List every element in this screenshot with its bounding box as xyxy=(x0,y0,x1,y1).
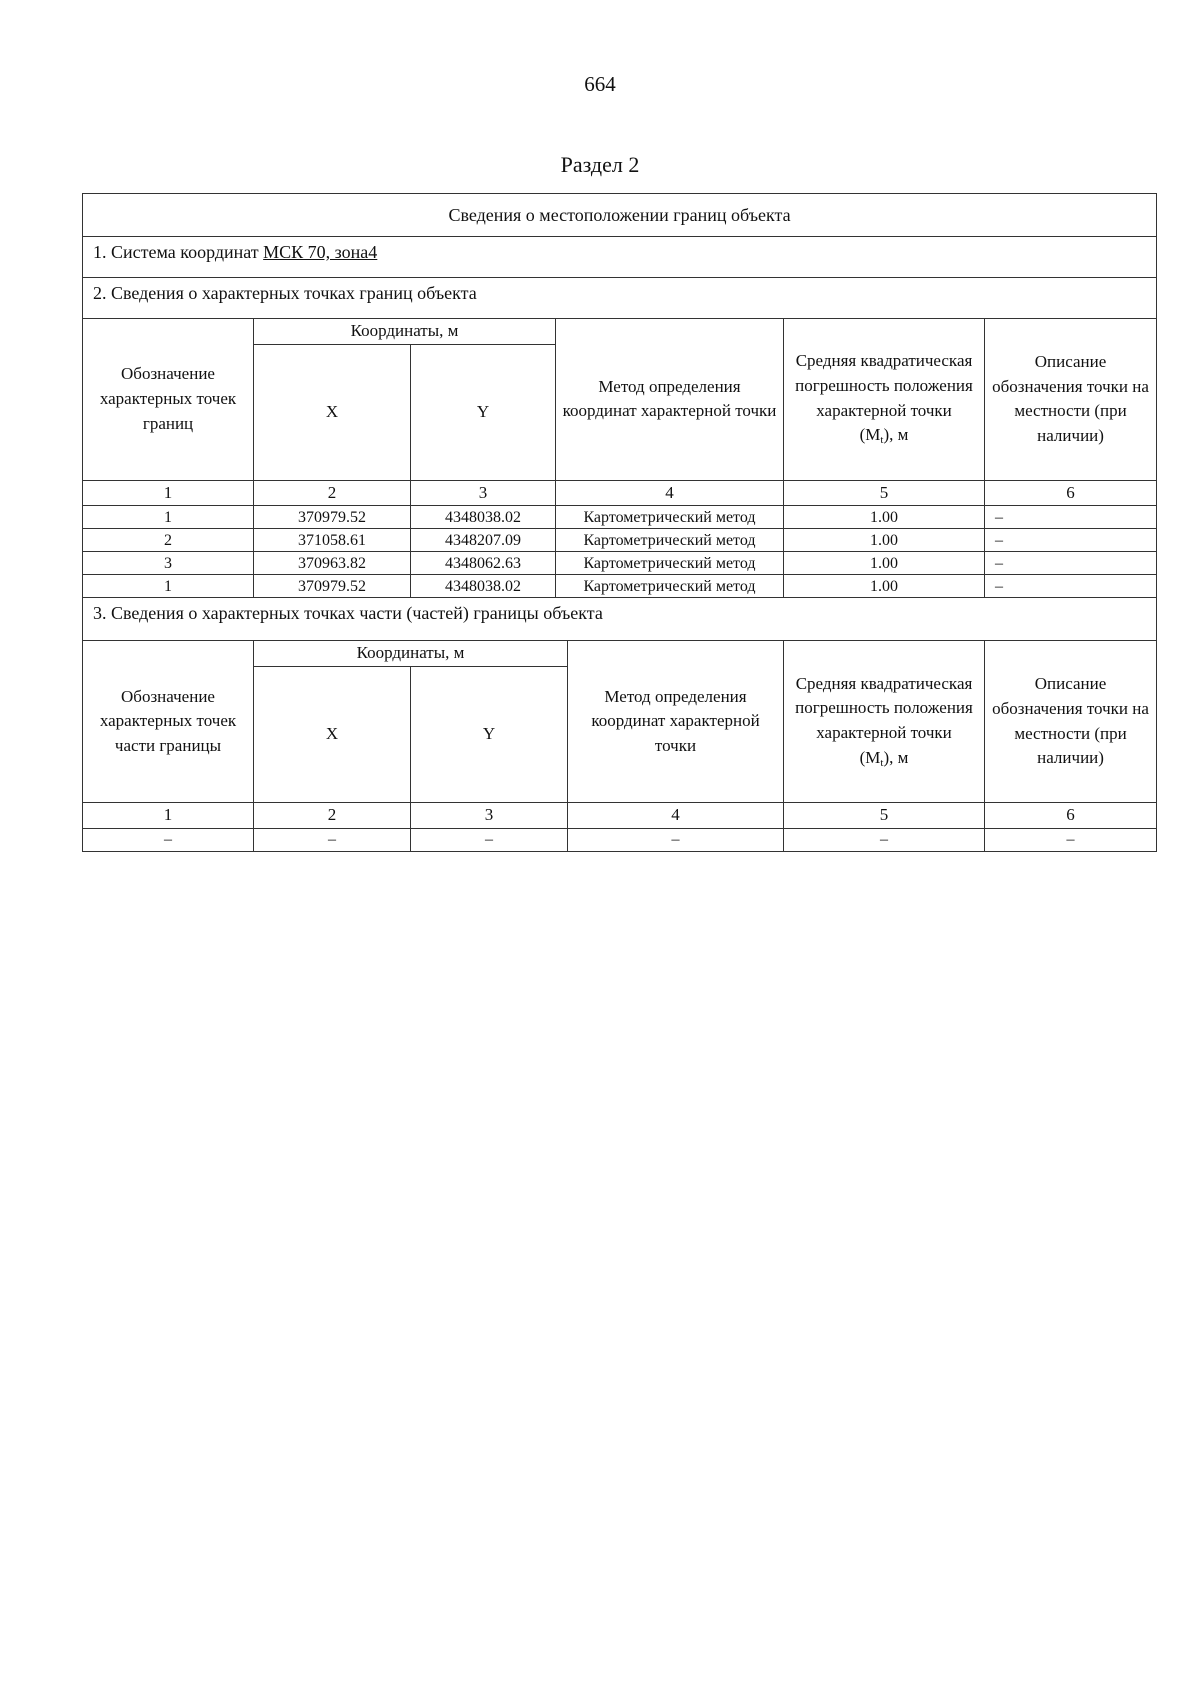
cell-error: 1.00 xyxy=(784,506,985,529)
table-row xyxy=(83,575,1157,598)
section3-header-error xyxy=(784,641,985,803)
section3-header-x: X xyxy=(254,666,411,802)
cell-y: 4348062.63 xyxy=(411,552,556,575)
col-number: 4 xyxy=(568,802,784,828)
section2-header-x: X xyxy=(254,344,411,480)
cell-method: Картометрический метод xyxy=(556,506,784,529)
section2-header-row xyxy=(83,319,1157,345)
section3-header-error-unit: $(M_t)$, м xyxy=(859,747,909,769)
cell-x: 370963.82 xyxy=(254,552,411,575)
section2-header-desc: Описание обозначения точки на местности (при наличии) xyxy=(985,319,1157,481)
section2-header-method: Метод определения координат характерной точки xyxy=(556,319,784,481)
section3-header-coords: Координаты, м xyxy=(254,641,568,667)
cell-point: 3 xyxy=(83,552,254,575)
section2-header-y: Y xyxy=(411,344,556,480)
col-number: 1 xyxy=(83,802,254,828)
cell-x: 370979.52 xyxy=(254,506,411,529)
col-number: 1 xyxy=(83,480,254,506)
cell-y: 4348038.02 xyxy=(411,506,556,529)
col-number: 6 xyxy=(985,480,1157,506)
boundary-table xyxy=(82,193,1157,852)
table-title-row xyxy=(83,194,1157,237)
table-row xyxy=(83,529,1157,552)
cell-point: 1 xyxy=(83,575,254,598)
col-number: 2 xyxy=(254,802,411,828)
cell-y: – xyxy=(411,828,568,851)
cell-method: Картометрический метод xyxy=(556,552,784,575)
section2-heading-row xyxy=(83,278,1157,319)
cell-y: 4348207.09 xyxy=(411,529,556,552)
cell-error: – xyxy=(784,828,985,851)
cell-desc: – xyxy=(985,552,1157,575)
section2-header-error-text: Средняя квадратическая погрешность положения характерной точки xyxy=(795,351,973,420)
cell-method: – xyxy=(568,828,784,851)
coord-system-label: 1. Система координат xyxy=(93,242,259,262)
cell-method: Картометрический метод xyxy=(556,575,784,598)
table-row xyxy=(83,828,1157,851)
section2-header-coords: Координаты, м xyxy=(254,319,556,345)
col-number: 3 xyxy=(411,480,556,506)
section2-header-error xyxy=(784,319,985,481)
section3-header-y: Y xyxy=(411,666,568,802)
col-number: 5 xyxy=(784,480,985,506)
section2-header-error-unit: $(M_t)$, м xyxy=(859,425,909,447)
cell-x: 370979.52 xyxy=(254,575,411,598)
coord-system-row xyxy=(83,237,1157,278)
section-title: Раздел 2 xyxy=(560,152,640,177)
section3-header-point: Обозначение характерных точек части границы xyxy=(83,641,254,803)
cell-desc: – xyxy=(985,828,1157,851)
section3-header-row xyxy=(83,641,1157,667)
cell-desc: – xyxy=(985,529,1157,552)
col-number: 3 xyxy=(411,802,568,828)
cell-error: 1.00 xyxy=(784,575,985,598)
section2-heading: 2. Сведения о характерных точках границ объекта xyxy=(83,278,1157,319)
section3-header-desc: Описание обозначения точки на местности (при наличии) xyxy=(985,641,1157,803)
col-number: 4 xyxy=(556,480,784,506)
cell-desc: – xyxy=(985,506,1157,529)
coord-system xyxy=(83,237,1157,278)
cell-y: 4348038.02 xyxy=(411,575,556,598)
table-title: Сведения о местоположении границ объекта xyxy=(83,194,1157,237)
section2-header-point: Обозначение характерных точек границ xyxy=(83,319,254,481)
section3-col-numbers xyxy=(83,802,1157,828)
cell-desc: – xyxy=(985,575,1157,598)
page-number: 664 xyxy=(584,72,616,96)
cell-error: 1.00 xyxy=(784,529,985,552)
cell-point: 1 xyxy=(83,506,254,529)
col-number: 2 xyxy=(254,480,411,506)
col-number: 6 xyxy=(985,802,1157,828)
section3-heading: 3. Сведения о характерных точках части (частей) границы объекта xyxy=(83,598,1157,641)
cell-x: 371058.61 xyxy=(254,529,411,552)
cell-x: – xyxy=(254,828,411,851)
table-row xyxy=(83,506,1157,529)
table-row xyxy=(83,552,1157,575)
coord-system-value: МСК 70, зона4 xyxy=(263,242,378,262)
cell-method: Картометрический метод xyxy=(556,529,784,552)
cell-point: – xyxy=(83,828,254,851)
section3-header-method: Метод определения координат характерной точки xyxy=(568,641,784,803)
cell-error: 1.00 xyxy=(784,552,985,575)
section3-heading-row xyxy=(83,598,1157,641)
col-number: 5 xyxy=(784,802,985,828)
cell-point: 2 xyxy=(83,529,254,552)
section3-header-error-text: Средняя квадратическая погрешность положения характерной точки xyxy=(795,673,973,742)
section2-col-numbers xyxy=(83,480,1157,506)
